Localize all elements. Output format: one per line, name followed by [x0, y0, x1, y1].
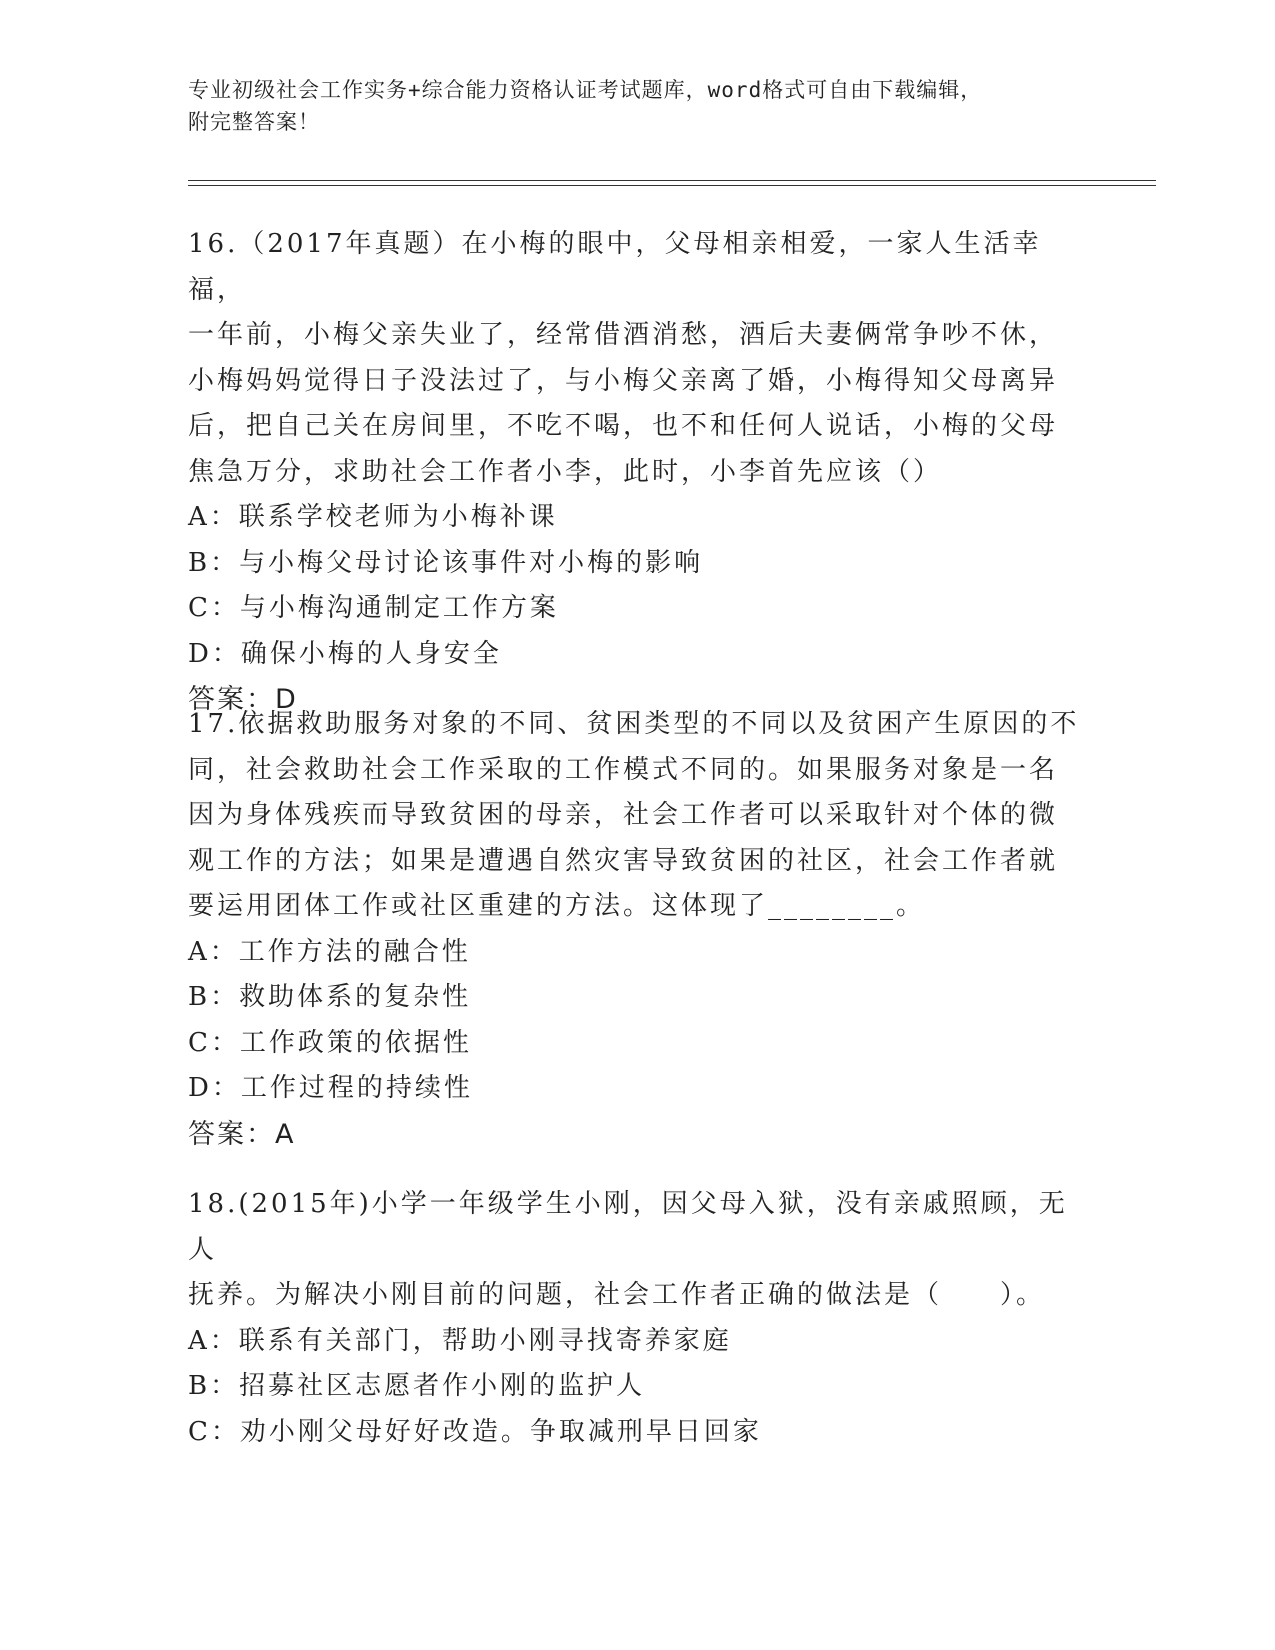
- question-stem: [188, 702, 1088, 930]
- stem-line: 16.（2017年真题）在小梅的眼中，父母相亲相爱，一家人生活幸福，: [188, 229, 1042, 305]
- question-18: [188, 1182, 1088, 1455]
- option-c: C：工作政策的依据性: [188, 1027, 472, 1058]
- header-divider-bottom: [188, 185, 1156, 186]
- option-c: C：与小梅沟通制定工作方案: [188, 593, 559, 623]
- stem-line: 一年前，小梅父亲失业了，经常借酒消愁，酒后夫妻俩常争吵不休，: [188, 320, 1059, 350]
- stem-line: 抚养。为解决小刚目前的问题，社会工作者正确的做法是（ ）。: [188, 1280, 1046, 1310]
- question-16: [188, 222, 1088, 723]
- option-b: B：招募社区志愿者作小刚的监护人: [188, 1371, 646, 1401]
- stem-line: 观工作的方法；如果是遭遇自然灾害导致贫困的社区，社会工作者就: [188, 845, 1059, 876]
- option-a: A：工作方法的融合性: [188, 936, 471, 967]
- header-line-2: 附完整答案！: [188, 110, 320, 134]
- option-a: A：联系有关部门，帮助小刚寻找寄养家庭: [188, 1325, 732, 1356]
- stem-line: 因为身体残疾而导致贫困的母亲，社会工作者可以采取针对个体的微: [188, 800, 1059, 830]
- answer: 答案：A: [188, 1118, 296, 1150]
- stem-line: 焦急万分，求助社会工作者小李，此时，小李首先应该（）: [188, 456, 943, 487]
- question-stem: [188, 1182, 1088, 1319]
- answer: 答案：D: [188, 684, 298, 715]
- header-divider-top: [188, 180, 1156, 181]
- stem-line: 17.依据救助服务对象的不同、贫困类型的不同以及贫困产生原因的不: [188, 709, 1080, 739]
- stem-line: 要运用团体工作或社区重建的方法。这体现了________。: [188, 891, 926, 921]
- option-d: D：确保小梅的人身安全: [188, 638, 502, 669]
- document-header: [188, 74, 1088, 138]
- question-17: [188, 702, 1088, 1157]
- question-stem: [188, 222, 1088, 495]
- stem-line: 同，社会救助社会工作采取的工作模式不同的。如果服务对象是一名: [188, 754, 1059, 785]
- option-b: B：与小梅父母讨论该事件对小梅的影响: [188, 547, 704, 578]
- option-c: C：劝小刚父母好好改造。争取减刑早日回家: [188, 1416, 762, 1447]
- option-d: D：工作过程的持续性: [188, 1073, 473, 1103]
- stem-line: 后，把自己关在房间里，不吃不喝，也不和任何人说话，小梅的父母: [188, 411, 1059, 441]
- header-line-1: 专业初级社会工作实务+综合能力资格认证考试题库，word格式可自由下载编辑，: [188, 78, 983, 102]
- option-a: A：联系学校老师为小梅补课: [188, 502, 558, 532]
- option-b: B：救助体系的复杂性: [188, 982, 472, 1012]
- stem-line: 18.(2015年)小学一年级学生小刚，因父母入狱，没有亲戚照顾，无人: [188, 1189, 1068, 1265]
- stem-line: 小梅妈妈觉得日子没法过了，与小梅父亲离了婚，小梅得知父母离异: [188, 365, 1059, 396]
